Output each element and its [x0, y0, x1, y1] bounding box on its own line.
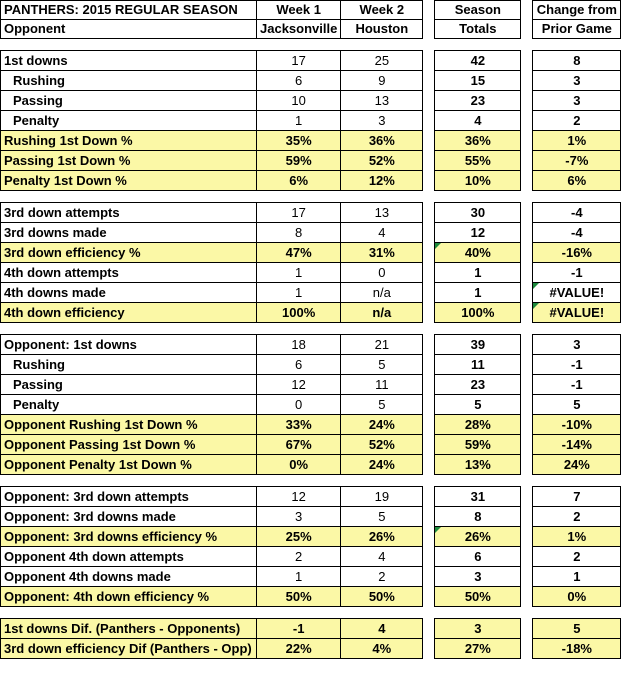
- gap-cell: [423, 587, 435, 607]
- row-label[interactable]: Penalty: [1, 111, 257, 131]
- spacer-cell: [521, 191, 533, 203]
- gap-cell: [423, 435, 435, 455]
- spacer-cell: [257, 475, 341, 487]
- spacer-cell: [341, 607, 423, 619]
- section-spacer: [1, 191, 621, 203]
- week1-value[interactable]: 0: [257, 395, 341, 415]
- header-row-1: [1, 1, 621, 20]
- season-total[interactable]: 36%: [435, 131, 521, 151]
- week2-value[interactable]: 4: [341, 547, 423, 567]
- week2-value[interactable]: 5: [341, 355, 423, 375]
- row-label[interactable]: Opponent 4th down attempts: [1, 547, 257, 567]
- season-total[interactable]: 10%: [435, 171, 521, 191]
- table-row: [1, 547, 621, 567]
- season-total[interactable]: 27%: [435, 639, 521, 659]
- table-row: [1, 111, 621, 131]
- row-label[interactable]: Opponent: 3rd downs efficiency %: [1, 527, 257, 547]
- spacer-cell: [1, 607, 257, 619]
- week1-value[interactable]: 17: [257, 203, 341, 223]
- row-label[interactable]: Opponent Passing 1st Down %: [1, 435, 257, 455]
- change-value[interactable]: 1: [533, 567, 621, 587]
- spacer-cell: [521, 607, 533, 619]
- gap-cell: [423, 567, 435, 587]
- season-total[interactable]: 8: [435, 507, 521, 527]
- table-row: [1, 639, 621, 659]
- gap-cell: [423, 1, 435, 20]
- gap-cell: [521, 1, 533, 20]
- gap-cell: [423, 223, 435, 243]
- gap-cell: [423, 355, 435, 375]
- opponent-header[interactable]: Opponent: [1, 20, 257, 39]
- table-row: [1, 395, 621, 415]
- spacer-cell: [1, 475, 257, 487]
- season-total[interactable]: 15: [435, 71, 521, 91]
- week1-value[interactable]: 59%: [257, 151, 341, 171]
- week1-opponent[interactable]: Jacksonville: [257, 20, 341, 39]
- gap-cell: [521, 335, 533, 355]
- spacer-cell: [423, 39, 435, 51]
- row-label[interactable]: 1st downs Dif. (Panthers - Opponents): [1, 619, 257, 639]
- table-row: [1, 263, 621, 283]
- week2-value[interactable]: 12%: [341, 171, 423, 191]
- change-value[interactable]: 3: [533, 71, 621, 91]
- gap-cell: [521, 51, 533, 71]
- table-row: [1, 151, 621, 171]
- week2-opponent[interactable]: Houston: [341, 20, 423, 39]
- gap-cell: [423, 415, 435, 435]
- week2-value[interactable]: 5: [341, 395, 423, 415]
- spacer-cell: [533, 607, 621, 619]
- table-row: [1, 527, 621, 547]
- season-total[interactable]: 13%: [435, 455, 521, 475]
- week1-value[interactable]: 10: [257, 91, 341, 111]
- table-row: [1, 587, 621, 607]
- table-row: [1, 435, 621, 455]
- change-value[interactable]: -1: [533, 375, 621, 395]
- gap-cell: [423, 527, 435, 547]
- week1-value[interactable]: 1: [257, 283, 341, 303]
- gap-cell: [423, 547, 435, 567]
- change-value[interactable]: 3: [533, 91, 621, 111]
- season-total[interactable]: 5: [435, 395, 521, 415]
- week1-header[interactable]: Week 1: [257, 1, 341, 20]
- spacer-cell: [521, 323, 533, 335]
- gap-cell: [423, 375, 435, 395]
- week1-value[interactable]: 22%: [257, 639, 341, 659]
- week1-value[interactable]: 12: [257, 487, 341, 507]
- table-row: [1, 619, 621, 639]
- week2-value[interactable]: 24%: [341, 415, 423, 435]
- week2-value[interactable]: 11: [341, 375, 423, 395]
- change-header-2[interactable]: Prior Game: [533, 20, 621, 39]
- gap-cell: [423, 335, 435, 355]
- table-row: [1, 71, 621, 91]
- season-total[interactable]: 39: [435, 335, 521, 355]
- row-label[interactable]: Opponent: 3rd down attempts: [1, 487, 257, 507]
- spacer-cell: [1, 323, 257, 335]
- season-header-2[interactable]: Totals: [435, 20, 521, 39]
- gap-cell: [521, 435, 533, 455]
- change-value[interactable]: -7%: [533, 151, 621, 171]
- change-value[interactable]: 2: [533, 547, 621, 567]
- change-header[interactable]: Change from: [533, 1, 621, 20]
- week2-value[interactable]: 13: [341, 203, 423, 223]
- gap-cell: [423, 71, 435, 91]
- week1-value[interactable]: 47%: [257, 243, 341, 263]
- gap-cell: [521, 639, 533, 659]
- row-label[interactable]: 1st downs: [1, 51, 257, 71]
- change-value[interactable]: -18%: [533, 639, 621, 659]
- spacer-cell: [257, 191, 341, 203]
- table-row: [1, 415, 621, 435]
- change-value[interactable]: 5: [533, 395, 621, 415]
- season-total[interactable]: 26%: [435, 527, 521, 547]
- season-total[interactable]: 23: [435, 375, 521, 395]
- row-label[interactable]: 3rd down attempts: [1, 203, 257, 223]
- row-label[interactable]: Opponent: 3rd downs made: [1, 507, 257, 527]
- gap-cell: [521, 619, 533, 639]
- week2-value[interactable]: 36%: [341, 131, 423, 151]
- season-total[interactable]: 30: [435, 203, 521, 223]
- gap-cell: [423, 20, 435, 39]
- gap-cell: [423, 171, 435, 191]
- season-header[interactable]: Season: [435, 1, 521, 20]
- section-spacer: [1, 39, 621, 51]
- spacer-cell: [435, 39, 521, 51]
- season-total[interactable]: 6: [435, 547, 521, 567]
- table-row: [1, 131, 621, 151]
- season-total[interactable]: 12: [435, 223, 521, 243]
- row-label[interactable]: Rushing: [1, 71, 257, 91]
- gap-cell: [423, 203, 435, 223]
- gap-cell: [423, 111, 435, 131]
- gap-cell: [521, 547, 533, 567]
- week2-value[interactable]: 21: [341, 335, 423, 355]
- gap-cell: [521, 263, 533, 283]
- spacer-cell: [521, 39, 533, 51]
- table-row: [1, 455, 621, 475]
- week1-value[interactable]: 3: [257, 507, 341, 527]
- gap-cell: [521, 567, 533, 587]
- week1-value[interactable]: 18: [257, 335, 341, 355]
- week1-value[interactable]: 2: [257, 547, 341, 567]
- week1-value[interactable]: 33%: [257, 415, 341, 435]
- season-total[interactable]: 42: [435, 51, 521, 71]
- gap-cell: [423, 507, 435, 527]
- gap-cell: [423, 131, 435, 151]
- gap-cell: [521, 171, 533, 191]
- week1-value[interactable]: 8: [257, 223, 341, 243]
- gap-cell: [521, 507, 533, 527]
- header-row-2: [1, 20, 621, 39]
- season-total[interactable]: 1: [435, 263, 521, 283]
- row-label[interactable]: 3rd down efficiency Dif (Panthers - Opp): [1, 639, 257, 659]
- row-label[interactable]: 4th down attempts: [1, 263, 257, 283]
- week1-value[interactable]: 1: [257, 263, 341, 283]
- week2-header[interactable]: Week 2: [341, 1, 423, 20]
- table-row: [1, 283, 621, 303]
- spacer-cell: [435, 607, 521, 619]
- change-value[interactable]: 24%: [533, 455, 621, 475]
- section-spacer: [1, 607, 621, 619]
- change-value[interactable]: 0%: [533, 587, 621, 607]
- week2-value[interactable]: 0: [341, 263, 423, 283]
- season-total[interactable]: 100%: [435, 303, 521, 323]
- gap-cell: [521, 395, 533, 415]
- week2-value[interactable]: 4: [341, 223, 423, 243]
- row-label[interactable]: Passing: [1, 375, 257, 395]
- section-spacer: [1, 475, 621, 487]
- week2-value[interactable]: 50%: [341, 587, 423, 607]
- spacer-cell: [423, 475, 435, 487]
- gap-cell: [521, 587, 533, 607]
- season-total[interactable]: 50%: [435, 587, 521, 607]
- season-total[interactable]: 28%: [435, 415, 521, 435]
- gap-cell: [521, 355, 533, 375]
- spacer-cell: [341, 475, 423, 487]
- change-value[interactable]: 1%: [533, 131, 621, 151]
- row-label[interactable]: 4th downs made: [1, 283, 257, 303]
- spacer-cell: [533, 323, 621, 335]
- row-label[interactable]: Penalty: [1, 395, 257, 415]
- gap-cell: [521, 71, 533, 91]
- gap-cell: [423, 639, 435, 659]
- row-label[interactable]: Rushing 1st Down %: [1, 131, 257, 151]
- gap-cell: [521, 223, 533, 243]
- gap-cell: [423, 303, 435, 323]
- gap-cell: [521, 303, 533, 323]
- table-row: [1, 203, 621, 223]
- change-value[interactable]: -14%: [533, 435, 621, 455]
- week2-value[interactable]: 52%: [341, 151, 423, 171]
- change-value[interactable]: 3: [533, 335, 621, 355]
- week1-value[interactable]: 6%: [257, 171, 341, 191]
- week2-value[interactable]: 2: [341, 567, 423, 587]
- spacer-cell: [423, 607, 435, 619]
- spacer-cell: [423, 323, 435, 335]
- gap-cell: [423, 243, 435, 263]
- week2-value[interactable]: 25: [341, 51, 423, 71]
- table-row: [1, 91, 621, 111]
- week1-value[interactable]: 100%: [257, 303, 341, 323]
- row-label[interactable]: Opponent: 1st downs: [1, 335, 257, 355]
- table-row: [1, 51, 621, 71]
- week2-value[interactable]: 31%: [341, 243, 423, 263]
- sheet-title[interactable]: PANTHERS: 2015 REGULAR SEASON: [1, 1, 257, 20]
- gap-cell: [521, 151, 533, 171]
- table-row: [1, 507, 621, 527]
- table-row: [1, 303, 621, 323]
- change-value[interactable]: 8: [533, 51, 621, 71]
- row-label[interactable]: Opponent Rushing 1st Down %: [1, 415, 257, 435]
- gap-cell: [423, 455, 435, 475]
- week2-value[interactable]: 3: [341, 111, 423, 131]
- spacer-cell: [521, 475, 533, 487]
- season-total[interactable]: 55%: [435, 151, 521, 171]
- gap-cell: [423, 151, 435, 171]
- season-total[interactable]: 11: [435, 355, 521, 375]
- spacer-cell: [1, 39, 257, 51]
- row-label[interactable]: Penalty 1st Down %: [1, 171, 257, 191]
- spacer-cell: [1, 191, 257, 203]
- table-row: [1, 487, 621, 507]
- row-label[interactable]: Opponent Penalty 1st Down %: [1, 455, 257, 475]
- gap-cell: [521, 91, 533, 111]
- change-value[interactable]: 7: [533, 487, 621, 507]
- week2-value[interactable]: n/a: [341, 303, 423, 323]
- week1-value[interactable]: 67%: [257, 435, 341, 455]
- row-label[interactable]: 3rd down efficiency %: [1, 243, 257, 263]
- change-value[interactable]: -1: [533, 355, 621, 375]
- change-value[interactable]: 5: [533, 619, 621, 639]
- change-value[interactable]: -4: [533, 203, 621, 223]
- row-label[interactable]: 4th down efficiency: [1, 303, 257, 323]
- week2-value[interactable]: 24%: [341, 455, 423, 475]
- row-label[interactable]: Passing 1st Down %: [1, 151, 257, 171]
- change-value[interactable]: #VALUE!: [533, 303, 621, 323]
- table-row: [1, 171, 621, 191]
- spacer-cell: [341, 323, 423, 335]
- table-row: [1, 375, 621, 395]
- week2-value[interactable]: 9: [341, 71, 423, 91]
- table-row: [1, 223, 621, 243]
- gap-cell: [423, 619, 435, 639]
- gap-cell: [521, 455, 533, 475]
- spacer-cell: [435, 191, 521, 203]
- spacer-cell: [423, 191, 435, 203]
- spacer-cell: [257, 607, 341, 619]
- table-row: [1, 567, 621, 587]
- season-total[interactable]: 4: [435, 111, 521, 131]
- gap-cell: [521, 375, 533, 395]
- spacer-cell: [533, 39, 621, 51]
- week1-value[interactable]: 17: [257, 51, 341, 71]
- season-total[interactable]: 59%: [435, 435, 521, 455]
- table-row: [1, 335, 621, 355]
- row-label[interactable]: Rushing: [1, 355, 257, 375]
- table-row: [1, 355, 621, 375]
- gap-cell: [521, 20, 533, 39]
- section-spacer: [1, 323, 621, 335]
- gap-cell: [423, 51, 435, 71]
- week1-value[interactable]: 6: [257, 71, 341, 91]
- gap-cell: [521, 487, 533, 507]
- change-value[interactable]: 2: [533, 111, 621, 131]
- week1-value[interactable]: 35%: [257, 131, 341, 151]
- change-value[interactable]: 2: [533, 507, 621, 527]
- spacer-cell: [435, 323, 521, 335]
- gap-cell: [423, 283, 435, 303]
- season-total[interactable]: 31: [435, 487, 521, 507]
- row-label[interactable]: Opponent: 4th down efficiency %: [1, 587, 257, 607]
- row-label[interactable]: 3rd downs made: [1, 223, 257, 243]
- week1-value[interactable]: 1: [257, 567, 341, 587]
- change-value[interactable]: -10%: [533, 415, 621, 435]
- gap-cell: [521, 131, 533, 151]
- change-value[interactable]: #VALUE!: [533, 283, 621, 303]
- gap-cell: [521, 111, 533, 131]
- week2-value[interactable]: 26%: [341, 527, 423, 547]
- week2-value[interactable]: 4: [341, 619, 423, 639]
- week2-value[interactable]: 13: [341, 91, 423, 111]
- spacer-cell: [341, 191, 423, 203]
- season-total[interactable]: 3: [435, 567, 521, 587]
- week2-value[interactable]: 5: [341, 507, 423, 527]
- week1-value[interactable]: 50%: [257, 587, 341, 607]
- week2-value[interactable]: 19: [341, 487, 423, 507]
- season-total[interactable]: 3: [435, 619, 521, 639]
- spacer-cell: [435, 475, 521, 487]
- change-value[interactable]: 1%: [533, 527, 621, 547]
- gap-cell: [521, 203, 533, 223]
- spacer-cell: [341, 39, 423, 51]
- gap-cell: [521, 283, 533, 303]
- spacer-cell: [533, 475, 621, 487]
- change-value[interactable]: -16%: [533, 243, 621, 263]
- gap-cell: [423, 263, 435, 283]
- gap-cell: [521, 243, 533, 263]
- week2-value[interactable]: 4%: [341, 639, 423, 659]
- change-value[interactable]: 6%: [533, 171, 621, 191]
- season-total[interactable]: 23: [435, 91, 521, 111]
- week1-value[interactable]: 25%: [257, 527, 341, 547]
- week1-value[interactable]: 1: [257, 111, 341, 131]
- gap-cell: [521, 527, 533, 547]
- week2-value[interactable]: n/a: [341, 283, 423, 303]
- change-value[interactable]: -1: [533, 263, 621, 283]
- season-total[interactable]: 1: [435, 283, 521, 303]
- week1-value[interactable]: 6: [257, 355, 341, 375]
- gap-cell: [423, 395, 435, 415]
- change-value[interactable]: -4: [533, 223, 621, 243]
- table-row: [1, 243, 621, 263]
- spacer-cell: [257, 39, 341, 51]
- gap-cell: [423, 91, 435, 111]
- row-label[interactable]: Passing: [1, 91, 257, 111]
- season-total[interactable]: 40%: [435, 243, 521, 263]
- spacer-cell: [533, 191, 621, 203]
- gap-cell: [423, 487, 435, 507]
- week1-value[interactable]: -1: [257, 619, 341, 639]
- week1-value[interactable]: 12: [257, 375, 341, 395]
- row-label[interactable]: Opponent 4th downs made: [1, 567, 257, 587]
- week1-value[interactable]: 0%: [257, 455, 341, 475]
- week2-value[interactable]: 52%: [341, 435, 423, 455]
- spacer-cell: [257, 323, 341, 335]
- gap-cell: [521, 415, 533, 435]
